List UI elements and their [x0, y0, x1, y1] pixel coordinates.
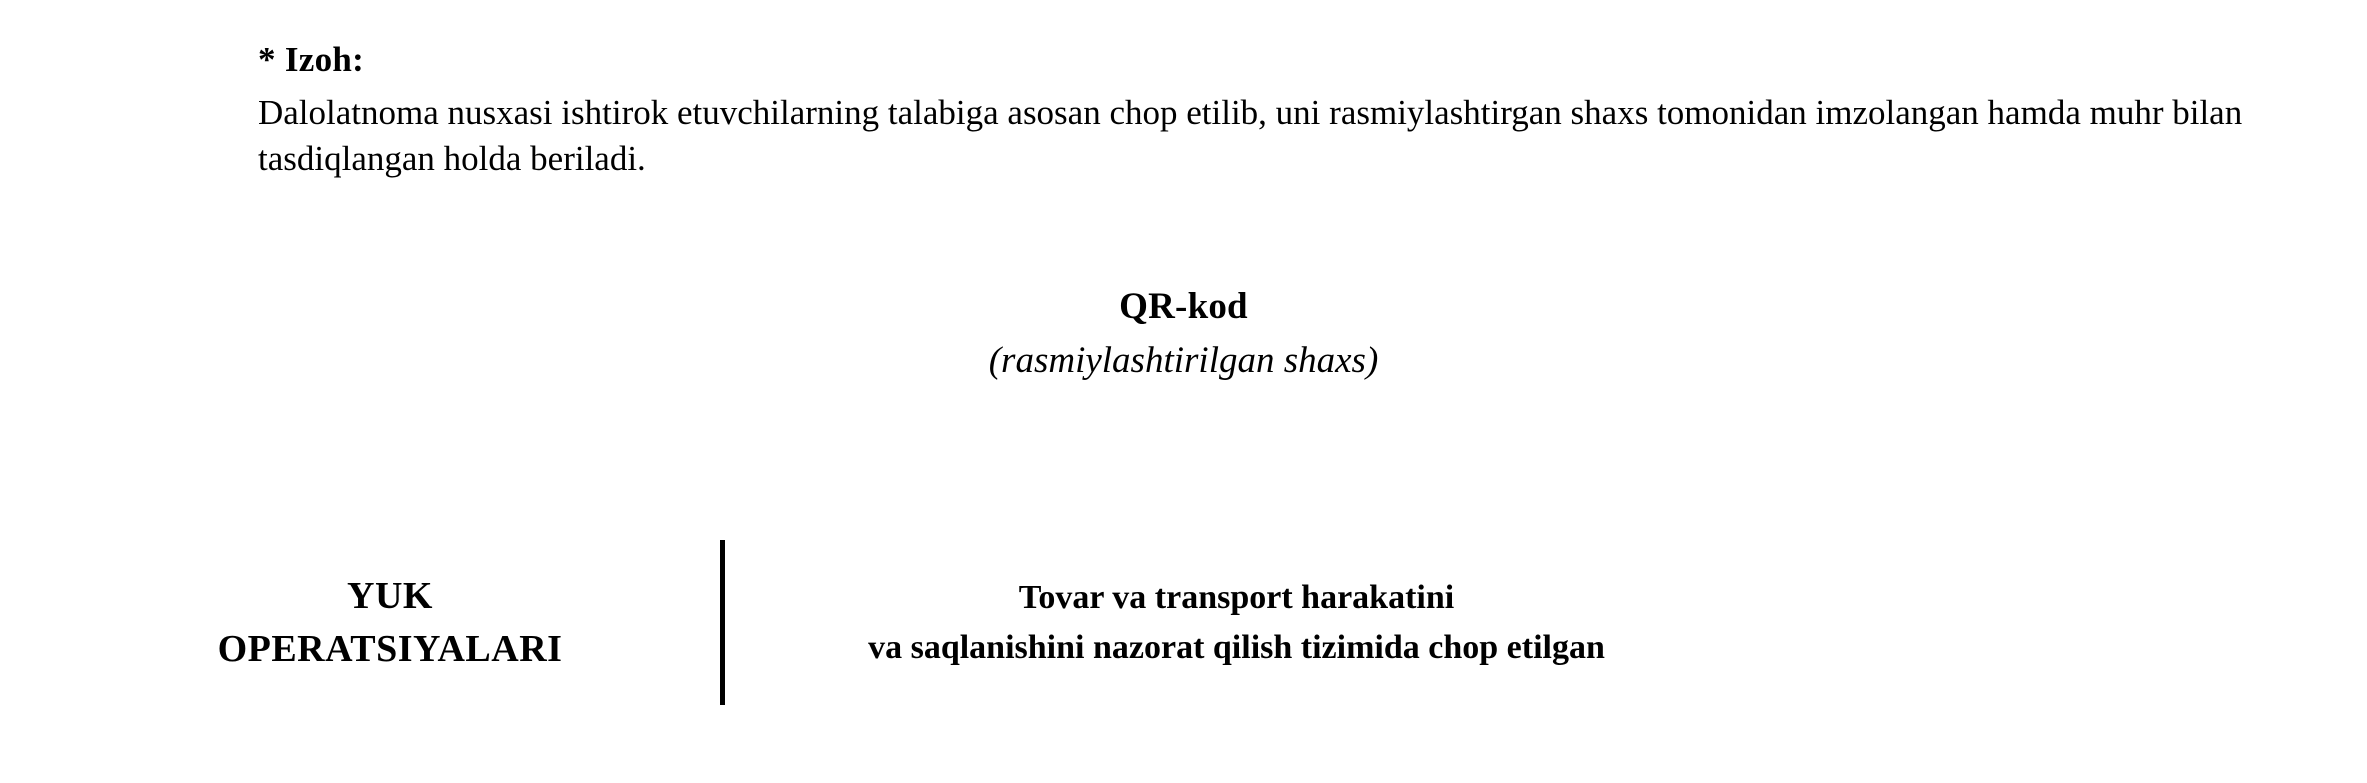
stamp-right-line-2: va saqlanishini nazorat qilish tizimida chop etilgan	[868, 628, 1605, 666]
note-block	[258, 38, 2248, 182]
footer-stamp-block	[80, 540, 1980, 705]
vertical-divider	[720, 540, 725, 705]
note-text: Dalolatnoma nusxasi ishtirok etuvchilarning talabiga asosan chop etilib, uni rasmiylashtirgan shaxs tomonidan imzolangan hamda muhr bilan tasdiqlangan holda beriladi.	[258, 92, 2243, 178]
stamp-left-line-2: OPERATSIYALARI	[217, 627, 563, 670]
qr-subtitle: (rasmiylashtirilgan shaxs)	[988, 340, 1379, 382]
stamp-right-line-1: Tovar va transport harakatini	[1018, 579, 1455, 617]
stamp-right-text	[753, 573, 1980, 672]
qr-title: QR-kod	[1119, 286, 1248, 327]
qr-caption-block	[0, 285, 2367, 384]
stamp-left-line-1: YUK	[347, 575, 433, 618]
stamp-left-text	[80, 570, 700, 675]
note-label: * Izoh:	[258, 40, 365, 79]
